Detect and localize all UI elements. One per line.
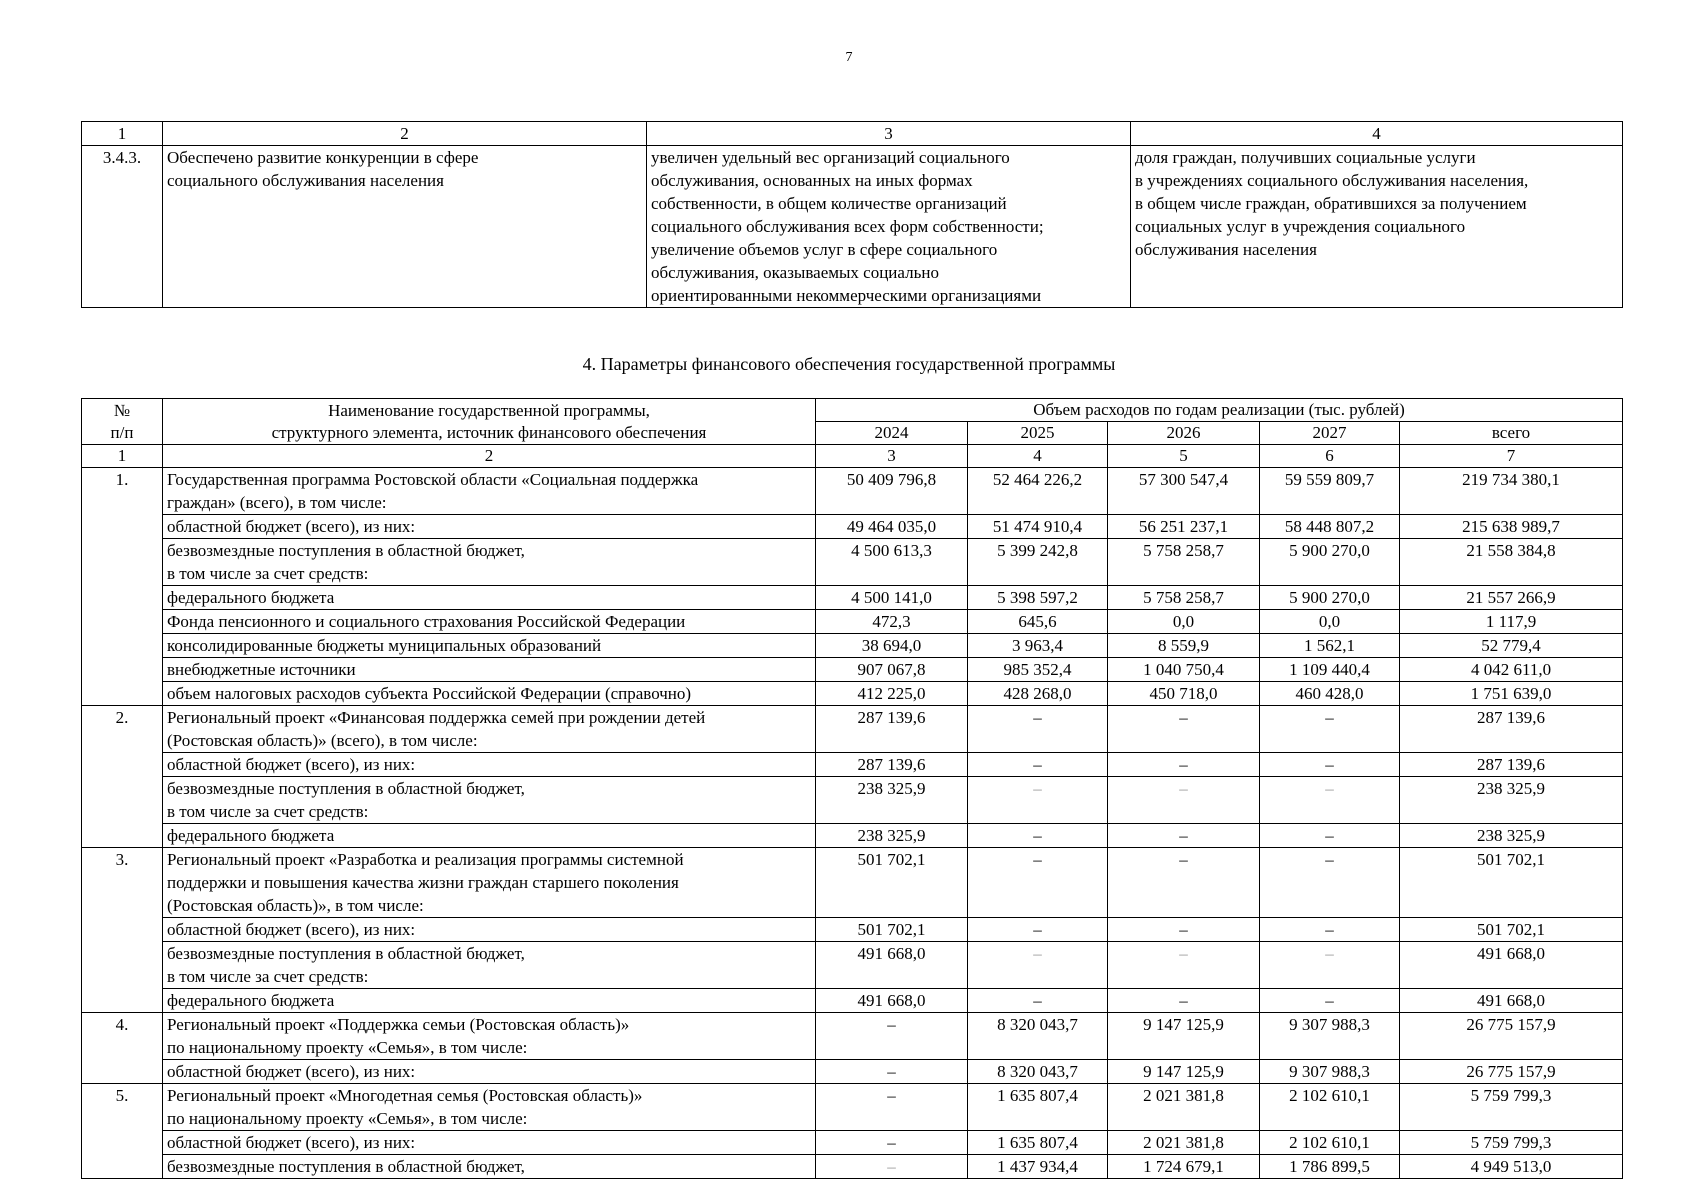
table-row [82, 753, 1623, 777]
table-row [82, 824, 1623, 848]
year-value: 985 352,4 [968, 658, 1108, 682]
year-value: 5 758 258,7 [1108, 586, 1260, 610]
table-row [82, 777, 1623, 824]
row-number: 1. [82, 468, 163, 706]
year-value: 501 702,1 [816, 848, 968, 918]
year-header: 2024 [816, 422, 968, 445]
year-value: 50 409 796,8 [816, 468, 968, 515]
year-value: 287 139,6 [816, 706, 968, 753]
table-row [82, 610, 1623, 634]
column-number: 1 [82, 445, 163, 468]
year-value: – [1108, 918, 1260, 942]
year-value: 4 500 613,3 [816, 539, 968, 586]
total-value: 287 139,6 [1400, 753, 1623, 777]
year-value: 9 147 125,9 [1108, 1060, 1260, 1084]
year-value: 2 021 381,8 [1108, 1131, 1260, 1155]
effect-cell: увеличен удельный вес организаций социального обслуживания, основанных на иных формах собственности, в общем количестве организаций социального обслуживания всех форм собственности; увеличение объемов услуг в сфере социального обслуживания, оказываемых социально ориентированными некоммерческими организациями [647, 146, 1131, 308]
source-name: федерального бюджета [163, 824, 816, 848]
year-header: 2025 [968, 422, 1108, 445]
year-value: 2 021 381,8 [1108, 1084, 1260, 1131]
year-value: – [1260, 848, 1400, 918]
table-row [82, 658, 1623, 682]
year-value: – [816, 1155, 968, 1179]
financing-table-head [82, 399, 1623, 468]
total-value: 4 949 513,0 [1400, 1155, 1623, 1179]
financing-table-body [82, 468, 1623, 1179]
source-name: Региональный проект «Разработка и реализация программы системной поддержки и повышения качества жизни граждан старшего поколения (Ростовская область)», в том числе: [163, 848, 816, 918]
column-number: 2 [163, 445, 816, 468]
row-number: 5. [82, 1084, 163, 1179]
year-value: 5 398 597,2 [968, 586, 1108, 610]
total-value: 491 668,0 [1400, 942, 1623, 989]
row-number: 4. [82, 1013, 163, 1084]
year-value: 238 325,9 [816, 777, 968, 824]
table-row [82, 989, 1623, 1013]
table-row [82, 146, 1623, 308]
table-row [82, 942, 1623, 989]
source-name: безвозмездные поступления в областной бюджет, в том числе за счет средств: [163, 539, 816, 586]
year-value: – [816, 1084, 968, 1131]
source-name: областной бюджет (всего), из них: [163, 753, 816, 777]
year-value: 51 474 910,4 [968, 515, 1108, 539]
year-value: 1 562,1 [1260, 634, 1400, 658]
total-value: 219 734 380,1 [1400, 468, 1623, 515]
column-number: 3 [816, 445, 968, 468]
column-number: 2 [163, 122, 647, 146]
year-value: – [1108, 777, 1260, 824]
year-value: – [1108, 942, 1260, 989]
year-value: 645,6 [968, 610, 1108, 634]
year-value: – [968, 848, 1108, 918]
year-value: – [968, 824, 1108, 848]
name-header: Наименование государственной программы, структурного элемента, источник финансового обеспечения [163, 399, 816, 445]
total-value: 1 751 639,0 [1400, 682, 1623, 706]
year-value: 491 668,0 [816, 989, 968, 1013]
row-number: 2. [82, 706, 163, 848]
source-name: Региональный проект «Финансовая поддержка семей при рождении детей (Ростовская область)» (всего), в том числе: [163, 706, 816, 753]
year-value: 0,0 [1108, 610, 1260, 634]
year-value: 8 320 043,7 [968, 1060, 1108, 1084]
year-value: 501 702,1 [816, 918, 968, 942]
total-value: 215 638 989,7 [1400, 515, 1623, 539]
page-number: 7 [845, 50, 853, 65]
table-row [82, 515, 1623, 539]
year-value: – [1260, 942, 1400, 989]
year-value: 58 448 807,2 [1260, 515, 1400, 539]
year-value: 8 559,9 [1108, 634, 1260, 658]
source-name: федерального бюджета [163, 989, 816, 1013]
year-value: – [1260, 989, 1400, 1013]
year-value: 52 464 226,2 [968, 468, 1108, 515]
table-row [82, 1131, 1623, 1155]
year-value: – [1260, 706, 1400, 753]
results-table [81, 121, 1623, 308]
year-header: 2027 [1260, 422, 1400, 445]
total-value: 5 759 799,3 [1400, 1131, 1623, 1155]
column-number-row [82, 445, 1623, 468]
year-value: 491 668,0 [816, 942, 968, 989]
year-value: 4 500 141,0 [816, 586, 968, 610]
total-value: 1 117,9 [1400, 610, 1623, 634]
year-value: – [1260, 753, 1400, 777]
source-name: безвозмездные поступления в областной бюджет, в том числе за счет средств: [163, 942, 816, 989]
source-name: безвозмездные поступления в областной бюджет, в том числе за счет средств: [163, 777, 816, 824]
year-value: 57 300 547,4 [1108, 468, 1260, 515]
total-value: 5 759 799,3 [1400, 1084, 1623, 1131]
year-value: 1 040 750,4 [1108, 658, 1260, 682]
year-value: 0,0 [1260, 610, 1400, 634]
column-number: 4 [968, 445, 1108, 468]
results-table-body [82, 122, 1623, 308]
year-value: 238 325,9 [816, 824, 968, 848]
volume-header: Объем расходов по годам реализации (тыс. рублей) [816, 399, 1623, 422]
table-row [82, 848, 1623, 918]
source-name: областной бюджет (всего), из них: [163, 1131, 816, 1155]
total-value: 287 139,6 [1400, 706, 1623, 753]
source-name: безвозмездные поступления в областной бюджет, [163, 1155, 816, 1179]
year-value: 412 225,0 [816, 682, 968, 706]
source-name: областной бюджет (всего), из них: [163, 918, 816, 942]
year-value: 5 900 270,0 [1260, 539, 1400, 586]
financing-table [81, 398, 1623, 1179]
number-header: № п/п [82, 399, 163, 445]
source-name: Государственная программа Ростовской области «Социальная поддержка граждан» (всего), в том числе: [163, 468, 816, 515]
year-value: 460 428,0 [1260, 682, 1400, 706]
total-value: 26 775 157,9 [1400, 1060, 1623, 1084]
year-value: 472,3 [816, 610, 968, 634]
table-row [82, 682, 1623, 706]
total-value: 21 557 266,9 [1400, 586, 1623, 610]
year-value: – [1108, 989, 1260, 1013]
year-value: 49 464 035,0 [816, 515, 968, 539]
column-number: 3 [647, 122, 1131, 146]
total-value: 4 042 611,0 [1400, 658, 1623, 682]
table-row [82, 1155, 1623, 1179]
year-value: 2 102 610,1 [1260, 1131, 1400, 1155]
year-value: – [1260, 918, 1400, 942]
source-name: объем налоговых расходов субъекта Российской Федерации (справочно) [163, 682, 816, 706]
year-value: – [968, 753, 1108, 777]
table-row [82, 634, 1623, 658]
table-row [82, 586, 1623, 610]
section-title: 4. Параметры финансового обеспечения государственной программы [582, 354, 1116, 374]
year-value: 38 694,0 [816, 634, 968, 658]
source-name: Фонда пенсионного и социального страхования Российской Федерации [163, 610, 816, 634]
year-value: 9 307 988,3 [1260, 1013, 1400, 1060]
total-value: 501 702,1 [1400, 848, 1623, 918]
year-value: 1 635 807,4 [968, 1084, 1108, 1131]
year-value: – [1260, 824, 1400, 848]
table-row [82, 539, 1623, 586]
year-value: 3 963,4 [968, 634, 1108, 658]
year-value: 1 109 440,4 [1260, 658, 1400, 682]
source-name: областной бюджет (всего), из них: [163, 1060, 816, 1084]
year-value: – [968, 918, 1108, 942]
year-value: – [1108, 706, 1260, 753]
column-number: 1 [82, 122, 163, 146]
source-name: областной бюджет (всего), из них: [163, 515, 816, 539]
column-number: 5 [1108, 445, 1260, 468]
year-value: 5 399 242,8 [968, 539, 1108, 586]
year-value: – [968, 706, 1108, 753]
year-value: 450 718,0 [1108, 682, 1260, 706]
results-header-row [82, 122, 1623, 146]
year-value: 907 067,8 [816, 658, 968, 682]
year-value: 56 251 237,1 [1108, 515, 1260, 539]
year-value: – [968, 942, 1108, 989]
total-value: 21 558 384,8 [1400, 539, 1623, 586]
table-row [82, 1060, 1623, 1084]
source-name: федерального бюджета [163, 586, 816, 610]
year-value: 5 758 258,7 [1108, 539, 1260, 586]
source-name: консолидированные бюджеты муниципальных образований [163, 634, 816, 658]
year-value: – [1108, 824, 1260, 848]
source-name: внебюджетные источники [163, 658, 816, 682]
year-header: 2026 [1108, 422, 1260, 445]
table-row [82, 1013, 1623, 1060]
total-value: 26 775 157,9 [1400, 1013, 1623, 1060]
table-row [82, 1084, 1623, 1131]
total-value: 238 325,9 [1400, 824, 1623, 848]
year-value: – [1108, 848, 1260, 918]
year-value: – [1108, 753, 1260, 777]
year-value: – [1260, 777, 1400, 824]
table-row [82, 706, 1623, 753]
year-value: – [968, 989, 1108, 1013]
year-value: 2 102 610,1 [1260, 1084, 1400, 1131]
year-header: всего [1400, 422, 1623, 445]
indicator-cell: доля граждан, получивших социальные услуги в учреждениях социального обслуживания населения, в общем числе граждан, обратившихся за получением социальных услуг в учреждения социального обслуживания населения [1131, 146, 1623, 308]
task-cell: Обеспечено развитие конкуренции в сфере социального обслуживания населения [163, 146, 647, 308]
year-value: – [816, 1131, 968, 1155]
year-value: 1 437 934,4 [968, 1155, 1108, 1179]
total-value: 501 702,1 [1400, 918, 1623, 942]
total-value: 52 779,4 [1400, 634, 1623, 658]
source-name: Региональный проект «Поддержка семьи (Ростовская область)» по национальному проекту «Семья», в том числе: [163, 1013, 816, 1060]
year-value: – [816, 1013, 968, 1060]
table-row [82, 468, 1623, 515]
year-value: – [816, 1060, 968, 1084]
table-row [82, 918, 1623, 942]
year-value: – [968, 777, 1108, 824]
column-number: 6 [1260, 445, 1400, 468]
column-number: 7 [1400, 445, 1623, 468]
year-value: 1 635 807,4 [968, 1131, 1108, 1155]
year-value: 428 268,0 [968, 682, 1108, 706]
year-value: 5 900 270,0 [1260, 586, 1400, 610]
year-value: 1 786 899,5 [1260, 1155, 1400, 1179]
year-value: 1 724 679,1 [1108, 1155, 1260, 1179]
year-value: 9 147 125,9 [1108, 1013, 1260, 1060]
year-value: 9 307 988,3 [1260, 1060, 1400, 1084]
year-value: 287 139,6 [816, 753, 968, 777]
header-row [82, 399, 1623, 422]
total-value: 238 325,9 [1400, 777, 1623, 824]
row-number: 3. [82, 848, 163, 1013]
column-number: 4 [1131, 122, 1623, 146]
year-value: 59 559 809,7 [1260, 468, 1400, 515]
year-value: 8 320 043,7 [968, 1013, 1108, 1060]
row-number: 3.4.3. [82, 146, 163, 308]
source-name: Региональный проект «Многодетная семья (Ростовская область)» по национальному проекту «Семья», в том числе: [163, 1084, 816, 1131]
total-value: 491 668,0 [1400, 989, 1623, 1013]
